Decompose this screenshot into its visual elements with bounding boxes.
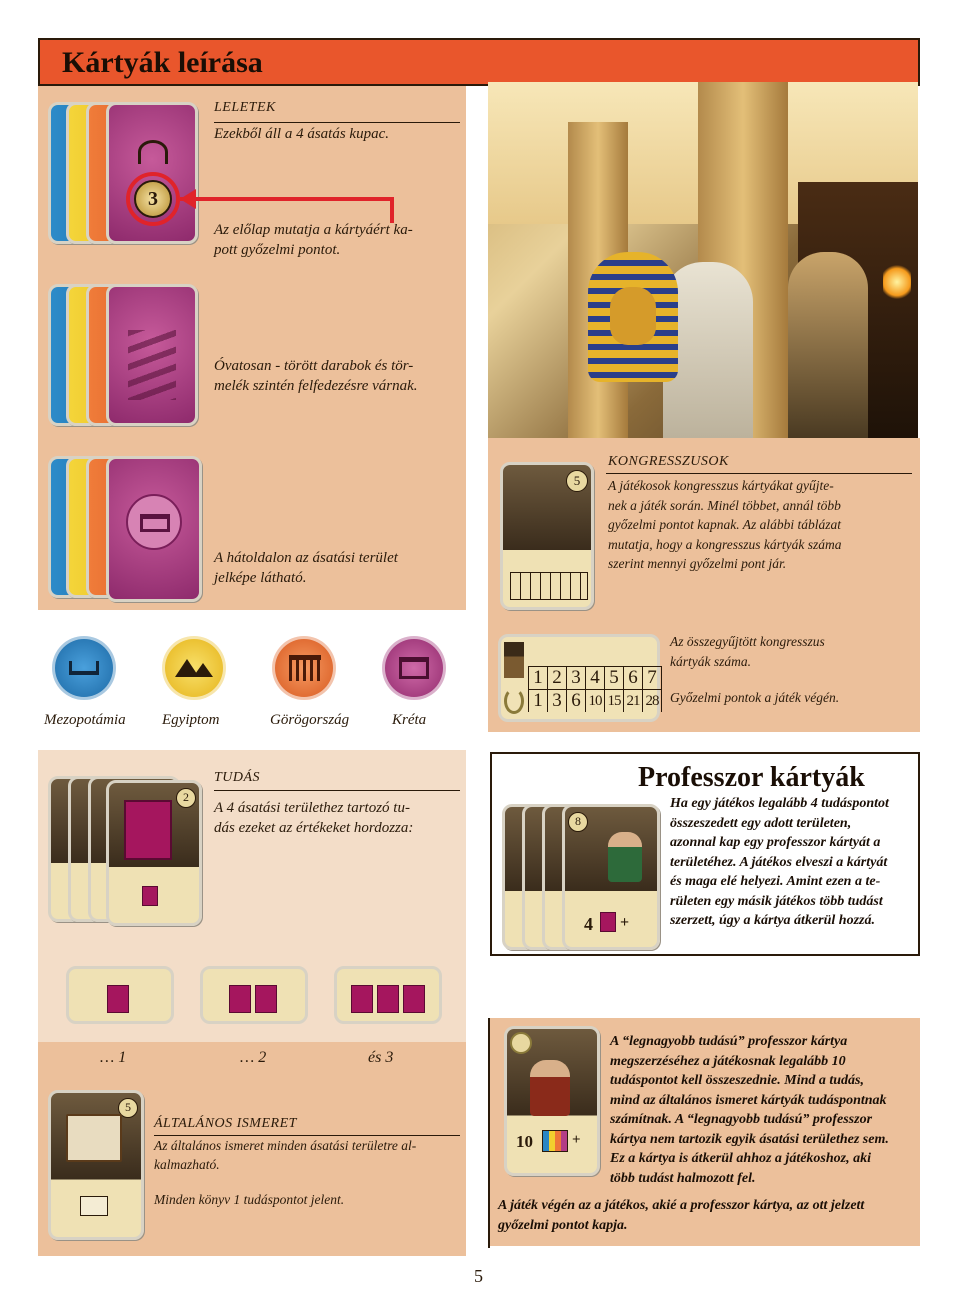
book-multicolor-icon: [542, 1130, 568, 1152]
arrow-line-horizontal: [180, 197, 394, 201]
legnagyobb-line: A “legnagyobb tudású” professzor kártya: [610, 1034, 848, 1049]
page-title-bar: [38, 38, 920, 86]
professor-figure: [608, 832, 642, 882]
professor-card-badge: [568, 812, 588, 832]
kongresszus-line: győzelmi pontot kapnak. Az alábbi táblázat: [608, 517, 841, 532]
kongresszus-text: [608, 476, 914, 574]
palace-icon: [399, 657, 429, 679]
book-icon: [107, 985, 129, 1013]
site-emblem-icon: [126, 494, 182, 550]
points-table-counts-row: [529, 667, 662, 689]
kongresszus-line: mutatja, hogy a kongresszus kártyák száma: [608, 536, 842, 552]
open-book-icon: [80, 1196, 108, 1216]
professor-card-bottom-value: 4: [584, 914, 593, 934]
book-icon: [124, 800, 172, 860]
count-cell: 5: [605, 667, 624, 689]
kongresszus-line: A játékosok kongresszus kártyákat gyűjte-: [608, 478, 834, 493]
ziggurat-icon: [69, 661, 99, 675]
count-three: és 3: [368, 1049, 394, 1066]
kongresszus-line: szerint mennyi győzelmi pont jár.: [608, 556, 787, 571]
legnagyobb-line: kártya nem tartozik egyik ásatási területhez sem.: [610, 1131, 889, 1147]
tudas-heading: TUDÁS: [214, 770, 261, 785]
kongresszus-rule: [606, 473, 912, 474]
altalanos-line2: kalmazható.: [154, 1157, 220, 1172]
victory-point-value: 3: [148, 188, 158, 210]
broken-note-line1: Óvatosan - törött darabok és tör-: [214, 358, 414, 374]
points-cell: 1: [529, 690, 548, 712]
count-cell: 4: [586, 667, 605, 689]
legnagyobb-footer-line2: győzelmi pontot kapja.: [498, 1218, 628, 1233]
legnagyobb-line: tudáspontot kell összeszednie. Mind a tudás,: [610, 1073, 864, 1088]
kongresszus-heading: KONGRESSZUSOK: [608, 454, 729, 469]
highlight-circle: [126, 172, 180, 226]
count-cell: 3: [567, 667, 586, 689]
knowledge-strip-2: [200, 966, 308, 1024]
tudas-rule: [214, 790, 460, 791]
book-icon: [142, 886, 158, 906]
professzor-line: azonnal kap egy professzor kártyát a: [670, 835, 881, 850]
professzor-line: rületen egy másik játékos több tudást: [670, 893, 883, 909]
front-note-line2: pott győzelmi pontot.: [214, 242, 341, 258]
greatest-card-plus: +: [572, 1132, 581, 1148]
leletek-intro: Ezekből áll a 4 ásatás kupac.: [214, 126, 389, 142]
book-icon: [229, 985, 251, 1013]
book-icon: [600, 912, 616, 932]
front-note-line1: Az előlap mutatja a kártyáért ka-: [214, 222, 413, 238]
leletek-rule: [214, 122, 460, 123]
legnagyobb-line: több tudást halmozott fel.: [610, 1170, 756, 1186]
region-label-crete: Kréta: [392, 712, 427, 728]
knowledge-strip-1: [66, 966, 174, 1024]
points-cell: 10: [586, 690, 605, 712]
book-icon: [377, 985, 399, 1013]
points-table-points-row: [529, 689, 662, 712]
page-number: 5: [474, 1266, 483, 1286]
knowledge-strip-3: [334, 966, 442, 1024]
professor-card-value: 8: [575, 814, 581, 828]
points-cell: 28: [643, 690, 662, 712]
legnagyobb-line: Ez a kártya is átkerül ahhoz a játékoshoz, aki: [610, 1151, 871, 1166]
altalanos-heading: ÁLTALÁNOS ISMERET: [154, 1116, 297, 1131]
tudas-line2: dás ezeket az értékeket hordozza:: [214, 820, 414, 836]
legnagyobb-line: mind az általános ismeret kártyák tudáspontnak: [610, 1092, 887, 1108]
congress-card-mini-table: [510, 572, 588, 600]
region-label-egypt: Egyiptom: [162, 712, 220, 728]
greatest-professor-figure: [530, 1060, 570, 1116]
knowledge-card-value: 2: [183, 790, 189, 804]
professzor-line: Ha egy játékos legalább 4 tudáspontot: [670, 796, 889, 811]
open-book-icon: [66, 1114, 122, 1162]
legnagyobb-divider: [488, 1018, 490, 1248]
back-note-line1: A hátoldalon az ásatási terület: [214, 550, 398, 566]
professzor-line: és maga elé helyezi. Amint ezen a te-: [670, 874, 881, 889]
token-mesopotamia: [52, 636, 116, 700]
count-one: … 1: [100, 1049, 127, 1066]
excavation-illustration: [488, 82, 918, 438]
count-cell: 1: [529, 667, 548, 689]
count-label-line1: Az összegyűjtött kongresszus: [670, 634, 825, 649]
altalanos-note: Minden könyv 1 tudáspontot jelent.: [154, 1192, 345, 1207]
points-cell: 15: [605, 690, 624, 712]
book-icon: [255, 985, 277, 1013]
altalanos-line1: Az általános ismeret minden ásatási területre al-: [154, 1138, 417, 1153]
congress-card-value: 5: [573, 473, 581, 488]
points-cell: 6: [567, 690, 586, 712]
legnagyobb-footer-line1: A játék végén az a játékos, akié a professzor kártya, az ott jelzett: [498, 1198, 865, 1213]
count-two: … 2: [240, 1049, 267, 1066]
region-label-mesopotamia: Mezopotámia: [44, 712, 126, 728]
professzor-line: szerzett, úgy a kártya átkerül hozzá.: [670, 913, 875, 928]
general-card-value: 5: [125, 1100, 131, 1114]
arrow-head-icon: [180, 189, 196, 209]
lectern-icon: [504, 642, 524, 678]
region-label-greece: Görögország: [270, 712, 350, 728]
broken-note-line2: melék szintén felfedezésre várnak.: [214, 378, 418, 394]
professzor-title: Professzor kártyák: [638, 762, 865, 793]
points-table: [528, 666, 662, 712]
token-greece: [272, 636, 336, 700]
knowledge-card-badge: [176, 788, 196, 808]
book-icon: [351, 985, 373, 1013]
back-note-line2: jelképe látható.: [214, 570, 307, 586]
book-icon: [403, 985, 425, 1013]
points-label: Győzelmi pontok a játék végén.: [670, 690, 840, 705]
tudas-line1: A 4 ásatási területhez tartozó tu-: [214, 800, 410, 816]
shards-icon: [128, 330, 176, 400]
token-crete: [382, 636, 446, 700]
page-title: Kártyák leírása: [62, 46, 263, 79]
legnagyobb-text: [610, 1032, 914, 1188]
temple-icon: [289, 655, 321, 681]
count-cell: 2: [548, 667, 567, 689]
congress-card-badge: [566, 470, 588, 492]
leletek-heading: LELETEK: [214, 100, 276, 115]
count-cell: 7: [643, 667, 662, 689]
count-cell: 6: [624, 667, 643, 689]
professor-card-plus: +: [620, 914, 630, 931]
points-cell: 3: [548, 690, 567, 712]
legnagyobb-line: számítnak. A “legnagyobb tudású” professzor: [610, 1112, 873, 1127]
count-label-line2: kártyák száma.: [670, 654, 751, 669]
legnagyobb-line: megszerzéséhez a játékosnak legalább 10: [610, 1053, 846, 1069]
horn-icon: [138, 140, 168, 164]
laurel-badge-icon: [510, 1032, 532, 1054]
professzor-line: összeszedett egy adott területen,: [670, 815, 852, 831]
laurel-icon: [504, 688, 524, 714]
points-cell: 21: [624, 690, 643, 712]
greatest-card-bottom-value: 10: [516, 1132, 533, 1151]
token-egypt: [162, 636, 226, 700]
professzor-text: [670, 794, 910, 931]
kongresszus-line: nek a játék során. Minél többet, annál több: [608, 497, 841, 513]
professzor-line: területéhez. A játékos elveszi a kártyát: [670, 854, 888, 870]
